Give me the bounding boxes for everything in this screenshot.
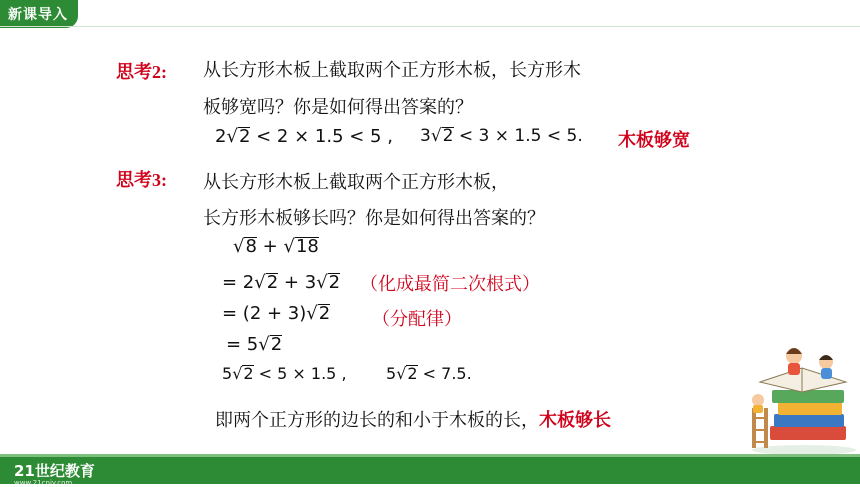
- compare-b-rest: < 7.5.: [417, 364, 472, 383]
- compare-a: [222, 364, 347, 383]
- footer-stripe: [0, 454, 860, 457]
- think2-conclusion: 木板够宽: [618, 130, 690, 151]
- think3-line2: 长方形木板够长吗？你是如何得出答案的？: [203, 208, 545, 229]
- radical-icon: √: [306, 303, 318, 324]
- header-divider: [0, 26, 860, 27]
- section-badge-label: 新课导入: [8, 7, 68, 23]
- radical-icon: √: [396, 364, 407, 383]
- ineq1-radicand: 2: [238, 126, 251, 147]
- ineq2-radicand: 2: [442, 126, 454, 146]
- step1-note: （化成最简二次根式）: [360, 274, 540, 295]
- step2-radicand: 2: [318, 303, 331, 324]
- step3-expression: [226, 334, 282, 355]
- step2-note: （分配律）: [372, 309, 462, 330]
- think3-line1: 从长方形木板上截取两个正方形木板，: [203, 172, 509, 193]
- think2-inequality-1: [215, 126, 393, 147]
- step3-prefix: = 5: [226, 334, 259, 355]
- radical-icon: √: [226, 126, 238, 147]
- step0-radicand-b: 18: [295, 236, 319, 257]
- radical-icon: √: [233, 236, 245, 257]
- footer-logo-sub: www.21cnjy.com: [14, 479, 73, 487]
- radical-icon: √: [258, 334, 270, 355]
- footer-logo-main: 21世纪教育: [14, 462, 95, 480]
- radical-icon: √: [316, 272, 328, 293]
- compare-b-coef: 5: [386, 364, 397, 383]
- think3-conclusion: 木板够长: [539, 410, 611, 431]
- radical-icon: √: [254, 272, 266, 293]
- step1-radicand-1: 2: [266, 272, 279, 293]
- think2-line2: 板够宽吗？你是如何得出答案的？: [203, 97, 473, 118]
- kids-reading-books-illustration-icon: [742, 338, 860, 456]
- radical-icon: √: [430, 126, 442, 146]
- step2-expression: [222, 303, 330, 324]
- step0-radicand-a: 8: [245, 236, 257, 257]
- think2-inequality-2: [420, 126, 583, 146]
- step1-expression: [222, 272, 340, 293]
- think3-label: 思考3:: [116, 170, 167, 190]
- footer-bar: [0, 454, 860, 487]
- summary-text: 即两个正方形的边长的和小于木板的长，: [215, 410, 539, 431]
- ineq1-rest: < 2 × 1.5 < 5 ,: [250, 126, 393, 147]
- ineq2-coef: 3: [420, 126, 431, 146]
- step1-radicand-2: 2: [328, 272, 341, 293]
- step1-mid: + 3: [278, 272, 317, 293]
- ineq2-rest: < 3 × 1.5 < 5.: [453, 126, 583, 146]
- step2-prefix: = (2 + 3): [222, 303, 307, 324]
- think2-label: 思考2:: [116, 62, 167, 82]
- step0-expression: [233, 236, 319, 257]
- step0-plus: +: [256, 236, 284, 257]
- compare-a-coef: 5: [222, 364, 233, 383]
- think2-line1: 从长方形木板上截取两个正方形木板，长方形木: [203, 60, 581, 81]
- compare-b-radicand: 2: [407, 364, 418, 383]
- compare-a-radicand: 2: [243, 364, 254, 383]
- section-badge: [0, 0, 78, 28]
- ineq1-coef: 2: [215, 126, 227, 147]
- radical-icon: √: [232, 364, 243, 383]
- step1-prefix: = 2: [222, 272, 255, 293]
- step3-radicand: 2: [270, 334, 283, 355]
- think3-summary: [215, 406, 611, 432]
- compare-b: [386, 364, 472, 383]
- compare-a-rest: < 5 × 1.5 ,: [253, 364, 347, 383]
- footer-logo: [14, 460, 95, 487]
- radical-icon: √: [283, 236, 295, 257]
